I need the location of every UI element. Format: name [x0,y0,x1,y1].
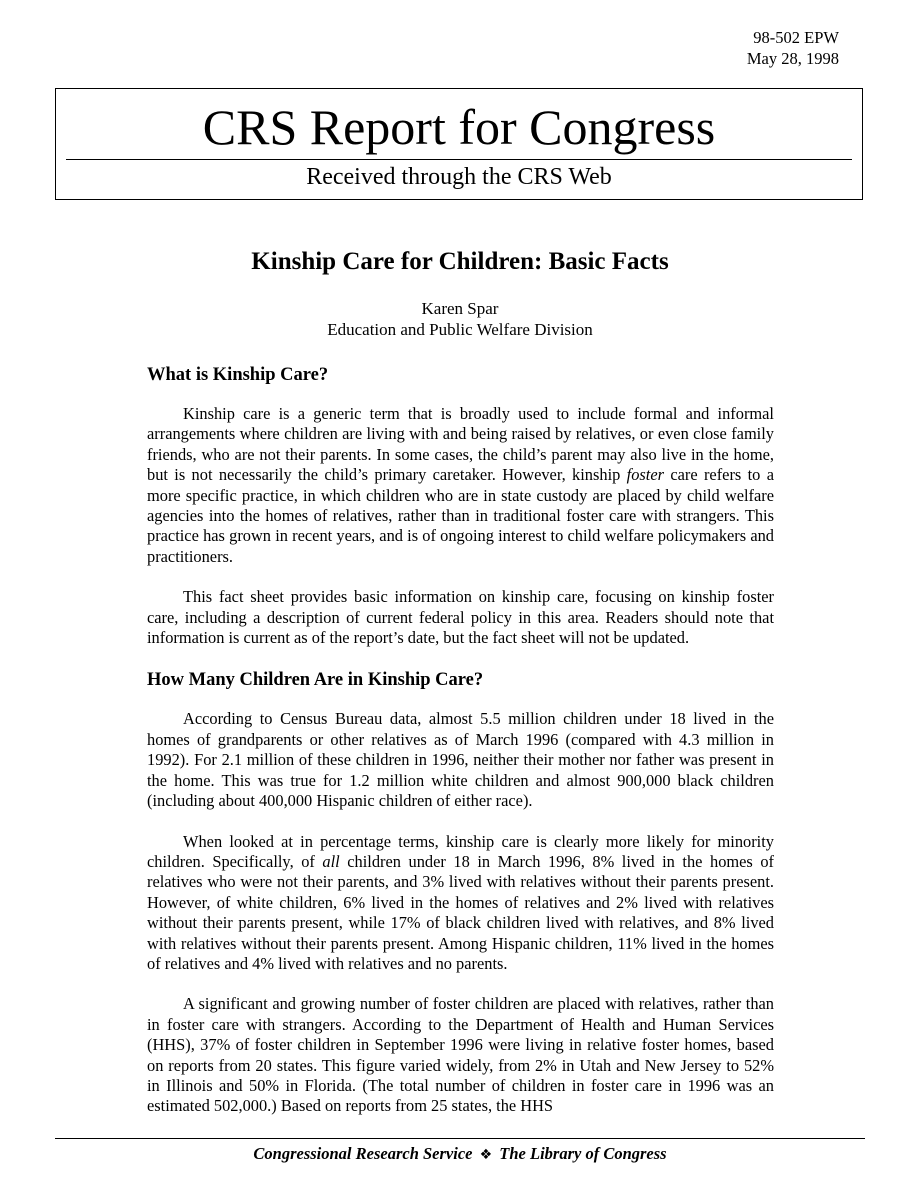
paragraph-text: Kinship care is a generic term that is broadly used to include formal and informal arrangements where children are living with and being raised by relatives, or even close family friends, who are not their parents. In some cases, the child’s parent may also live in the home, but is not necessarily the child’s primary caretaker. However, kinship [147,404,774,485]
report-banner [55,88,863,200]
paragraph-text: care refers to a more specific practice, in which children who are in state custody are placed by child welfare agencies into the homes of relatives, rather than in traditional foster care with strangers. This practice has grown in recent years, and is of ongoing interest to child welfare policymakers and practitioners. [147,465,774,566]
report-date: May 28, 1998 [746,49,839,68]
section-heading: What is Kinship Care? [147,365,329,385]
paragraph-text: When looked at in percentage terms, kinship care is clearly more likely for minority children. Specifically, of [147,831,774,871]
paragraph: According to Census Bureau data, almost 5.5 million children under 18 lived in the homes of grandparents or other relatives as of March 1996 (compared with 4.3 million in 1992). For 2.1 million of these children in 1996, neither their mother nor father was present in the home. This was true for 1.2 million white children and almost 900,000 black children (including about 400,000 Hispanic children of either race). [147,709,774,811]
document-title: Kinship Care for Children: Basic Facts [251,248,669,275]
paragraph [147,832,774,975]
banner-title: CRS Report for Congress [202,99,716,155]
paragraph: This fact sheet provides basic information on kinship care, focusing on kinship foster care, including a description of current federal policy in this area. Readers should note that information is current as of the report’s date, but the fact sheet will not be updated. [147,587,774,648]
footer [0,1143,920,1166]
emphasis-text: foster [626,465,665,485]
paragraph [147,404,774,567]
footer-library: The Library of Congress [499,1144,667,1163]
document-body [147,363,774,1117]
report-number: 98-502 EPW [753,28,839,47]
section-heading: How Many Children Are in Kinship Care? [147,670,484,691]
diamond-ornament-icon: ❖ [479,1147,493,1163]
footer-publisher: Congressional Research Service [253,1144,473,1163]
author-block [0,298,920,340]
author-division: Education and Public Welfare Division [327,320,593,339]
paragraph-text: children under 18 in March 1996, 8% lived in the homes of relatives who were not their parents, and 3% lived with relatives without their parents present. However, of white children, 6% lived in the homes of relatives and 2% lived with relatives without their parents present, while 17% of black children lived with relatives, and 8% lived with relatives without their parents present. Among Hispanic children, 11% lived in the homes of relatives and 4% lived with relatives and no parents. [147,851,774,973]
banner-divider [66,159,852,160]
author-name: Karen Spar [421,299,499,318]
paragraph: A significant and growing number of foster children are placed with relatives, rather than in foster care with strangers. According to the Department of Health and Human Services (HHS), 37% of foster children in September 1996 were living in relative foster homes, based on reports from 20 states. This figure varied widely, from 2% in Utah and New Jersey to 52% in Illinois and 50% in Florida. (The total number of children in foster care in 1996 was an estimated 502,000.) Based on reports from 25 states, the HHS [147,994,774,1116]
banner-subtitle: Received through the CRS Web [306,164,612,190]
report-meta [747,27,839,69]
emphasis-text: all [322,851,340,871]
footer-divider [55,1138,865,1139]
